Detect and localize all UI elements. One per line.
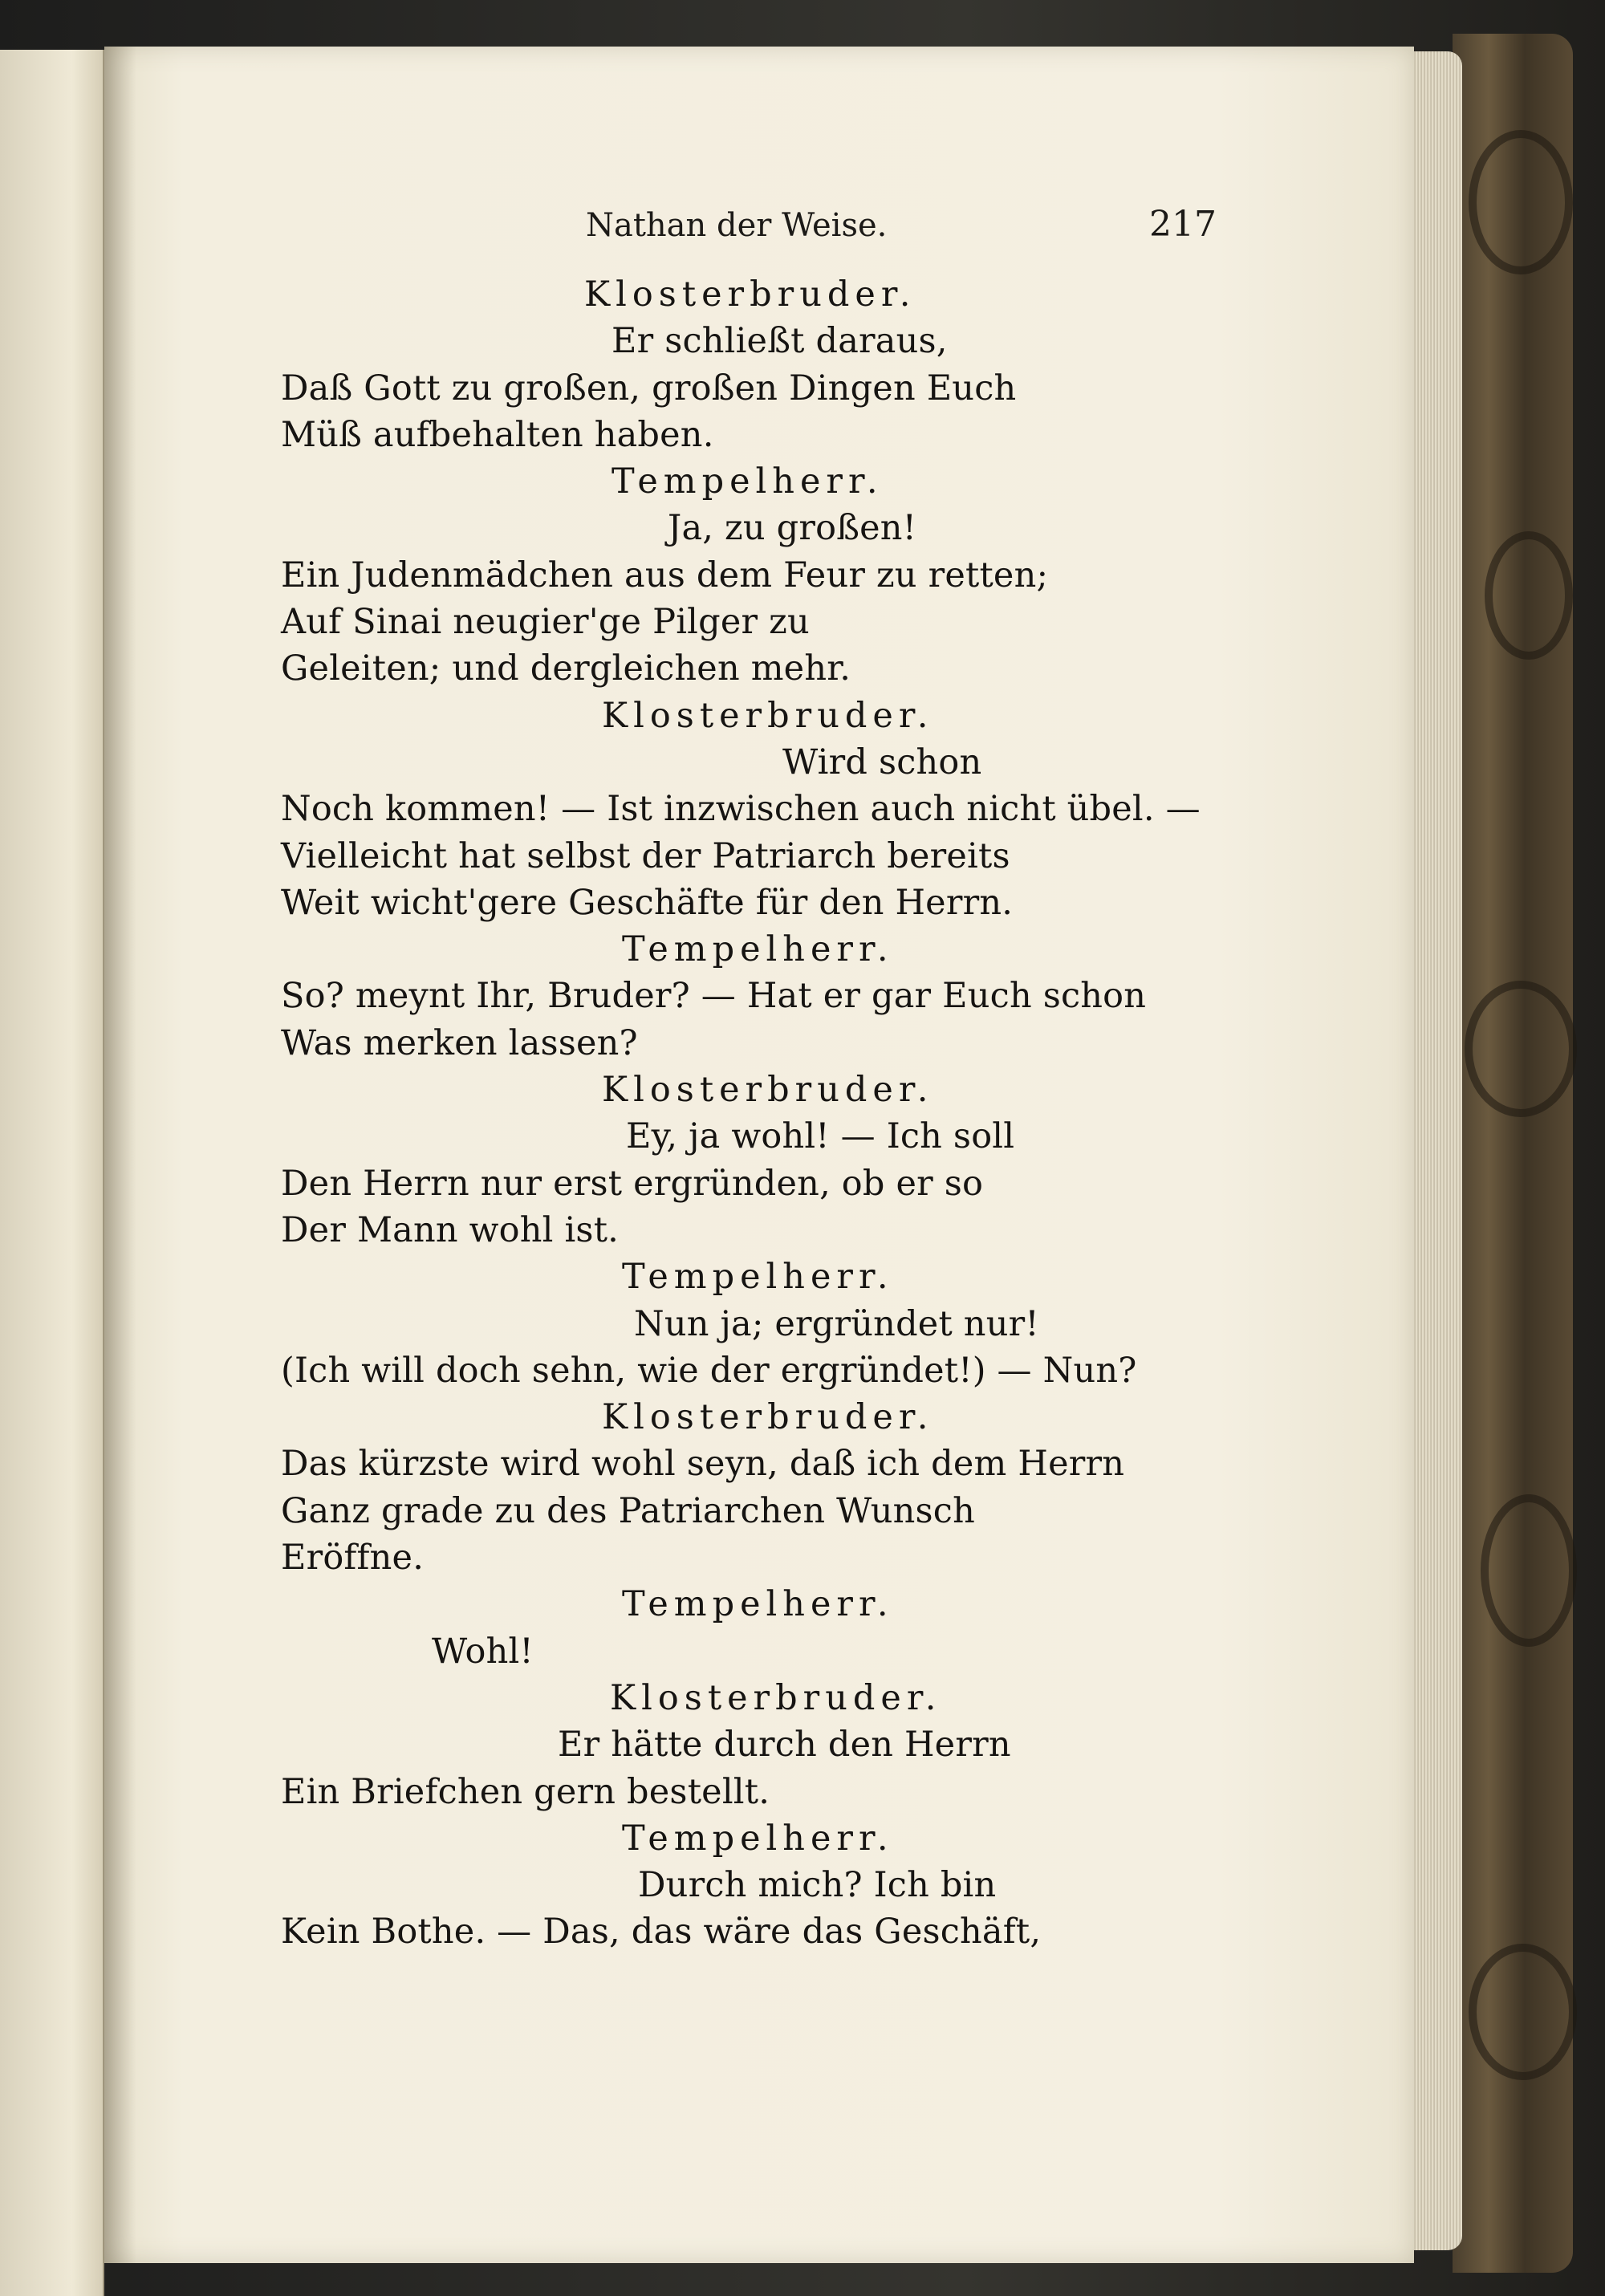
- speaker-name: Klosterbruder.: [584, 274, 916, 315]
- speaker-name: Tempelherr.: [622, 1584, 894, 1625]
- verse-line: Wohl!: [432, 1631, 534, 1672]
- verse-line: Er schließt daraus,: [612, 321, 948, 362]
- speaker-name: Tempelherr.: [622, 929, 894, 970]
- verse-line: Ein Briefchen gern bestellt.: [281, 1771, 770, 1812]
- speaker-name: Klosterbruder.: [602, 1397, 934, 1438]
- verse-text: [281, 271, 1201, 1956]
- book-cover-edge: [1453, 34, 1573, 2273]
- verse-line: Eröffne.: [281, 1538, 425, 1579]
- verse-line: Ein Judenmädchen aus dem Feur zu retten;: [281, 555, 1049, 595]
- running-head: [104, 204, 1414, 255]
- verse-line: Den Herrn nur erst ergründen, ob er so: [281, 1163, 984, 1204]
- left-page-edge: [0, 50, 104, 2296]
- marbled-pattern: [1469, 1944, 1577, 2080]
- speaker-name: Klosterbruder.: [610, 1677, 942, 1718]
- verse-line: Nun ja; ergründet nur!: [634, 1303, 1039, 1344]
- verse-line: Er hätte durch den Herrn: [558, 1725, 1011, 1766]
- verse-line: So? meynt Ihr, Bruder? — Hat er gar Euch schon: [281, 976, 1147, 1017]
- speaker-name: Klosterbruder.: [602, 1070, 934, 1111]
- verse-line: Daß Gott zu großen, großen Dingen Euch: [281, 368, 1017, 408]
- verse-line: Durch mich? Ich bin: [638, 1865, 997, 1906]
- gutter-shadow: [104, 47, 136, 2263]
- marbled-pattern: [1469, 130, 1573, 274]
- marbled-pattern: [1481, 1494, 1577, 1647]
- verse-line: (Ich will doch sehn, wie der ergründet!) — Nun?: [281, 1350, 1137, 1391]
- verse-line: Müß aufbehalten haben.: [281, 414, 714, 455]
- verse-line: Ey, ja wohl! — Ich soll: [626, 1116, 1015, 1157]
- marbled-pattern: [1465, 981, 1577, 1117]
- verse-line: Ganz grade zu des Patriarchen Wunsch: [281, 1490, 975, 1531]
- page-number: 217: [1149, 204, 1217, 245]
- running-title: Nathan der Weise.: [586, 207, 888, 244]
- page-edges: [1406, 51, 1462, 2250]
- verse-line: Weit wicht'gere Geschäfte für den Herrn.: [281, 882, 1014, 923]
- speaker-name: Tempelherr.: [622, 1257, 894, 1298]
- verse-line: Das kürzste wird wohl seyn, daß ich dem Herrn: [281, 1444, 1125, 1485]
- speaker-name: Tempelherr.: [622, 1818, 894, 1859]
- marbled-pattern: [1485, 531, 1573, 660]
- speaker-name: Tempelherr.: [612, 461, 884, 502]
- verse-line: Wird schon: [782, 742, 982, 782]
- verse-line: Was merken lassen?: [281, 1022, 638, 1063]
- verse-line: Auf Sinai neugier'ge Pilger zu: [281, 602, 810, 643]
- verse-line: Noch kommen! — Ist inzwischen auch nicht übel. —: [281, 789, 1201, 830]
- verse-line: Kein Bothe. — Das, das wäre das Geschäft,: [281, 1912, 1042, 1953]
- verse-line: Vielleicht hat selbst der Patriarch bereits: [281, 835, 1010, 876]
- verse-line: Ja, zu großen!: [668, 508, 917, 549]
- verse-line: Der Mann wohl ist.: [281, 1209, 620, 1250]
- speaker-name: Klosterbruder.: [602, 695, 934, 736]
- verse-line: Geleiten; und dergleichen mehr.: [281, 648, 851, 689]
